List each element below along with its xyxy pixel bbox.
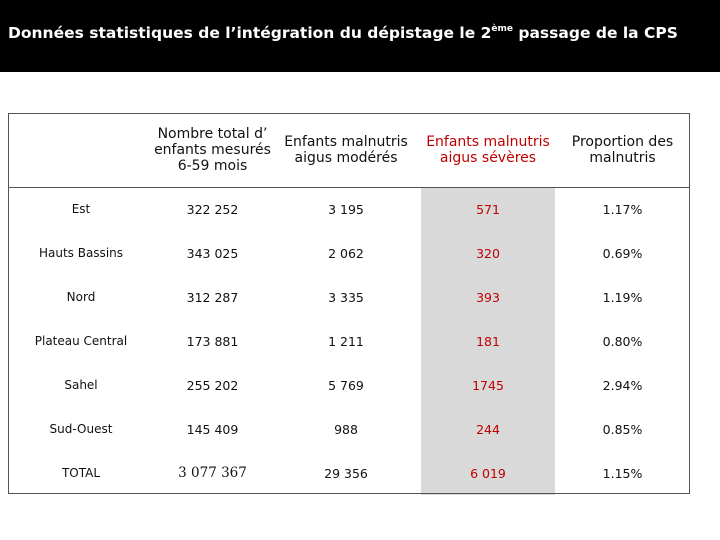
table-row [8,231,690,275]
header-row [8,113,690,187]
title-main: Données statistiques de l’intégration du dépistage le 2 [8,24,492,42]
table-row [8,407,690,451]
cell-total: 255 202 [186,377,239,393]
header-severes: Enfants malnutris aigus sévères [426,134,550,166]
cell-region: Plateau Central [34,334,128,348]
header-proportion: Proportion des malnutris [571,134,674,166]
cell-moderes: 988 [334,421,358,437]
cell-region: TOTAL [61,466,101,480]
table-row [8,319,690,363]
cell-total: 145 409 [186,421,239,437]
cell-total: 343 025 [186,245,239,261]
cell-severes: 244 [421,407,555,451]
table-body [8,187,690,495]
cell-severes: 1745 [421,363,555,407]
cell-proportion: 1.17% [602,201,643,217]
statistics-table [8,113,690,495]
header-region [8,113,154,187]
cell-moderes: 3 195 [328,201,364,217]
table-row [8,363,690,407]
cell-proportion: 0.80% [602,333,643,349]
cell-severes: 6 019 [421,451,555,495]
cell-proportion: 2.94% [602,377,643,393]
total-row [8,451,690,495]
cell-moderes: 3 335 [328,289,364,305]
cell-total: 312 287 [186,289,239,305]
cell-region: Hauts Bassins [38,246,124,260]
table-row [8,275,690,319]
title-end: passage de la CPS [512,24,678,42]
table-row [8,187,690,231]
cell-region: Sahel [64,378,98,392]
cell-total: 173 881 [186,333,239,349]
cell-proportion: 0.85% [602,421,643,437]
cell-region: Sud-Ouest [49,422,113,436]
cell-severes: 320 [421,231,555,275]
cell-severes: 181 [421,319,555,363]
cell-region: Est [71,202,91,216]
cell-total: 322 252 [186,201,239,217]
cell-moderes: 1 211 [328,333,364,349]
cell-region: Nord [66,290,96,304]
cell-moderes: 2 062 [328,245,364,261]
cell-proportion: 0.69% [602,245,643,261]
cell-severes: 571 [421,187,555,231]
header-nombre-total: Nombre total d’ enfants mesurés 6-59 mois [154,126,271,174]
cell-severes: 393 [421,275,555,319]
title-bar [0,0,720,72]
cell-proportion: 1.15% [602,465,643,481]
cell-moderes: 5 769 [328,377,364,393]
cell-total: 3 077 367 [178,465,247,481]
header-moderes: Enfants malnutris aigus modérés [284,134,408,166]
cell-proportion: 1.19% [602,289,643,305]
cell-moderes: 29 356 [324,465,368,481]
page-title [8,24,678,42]
title-superscript: ème [491,24,513,34]
